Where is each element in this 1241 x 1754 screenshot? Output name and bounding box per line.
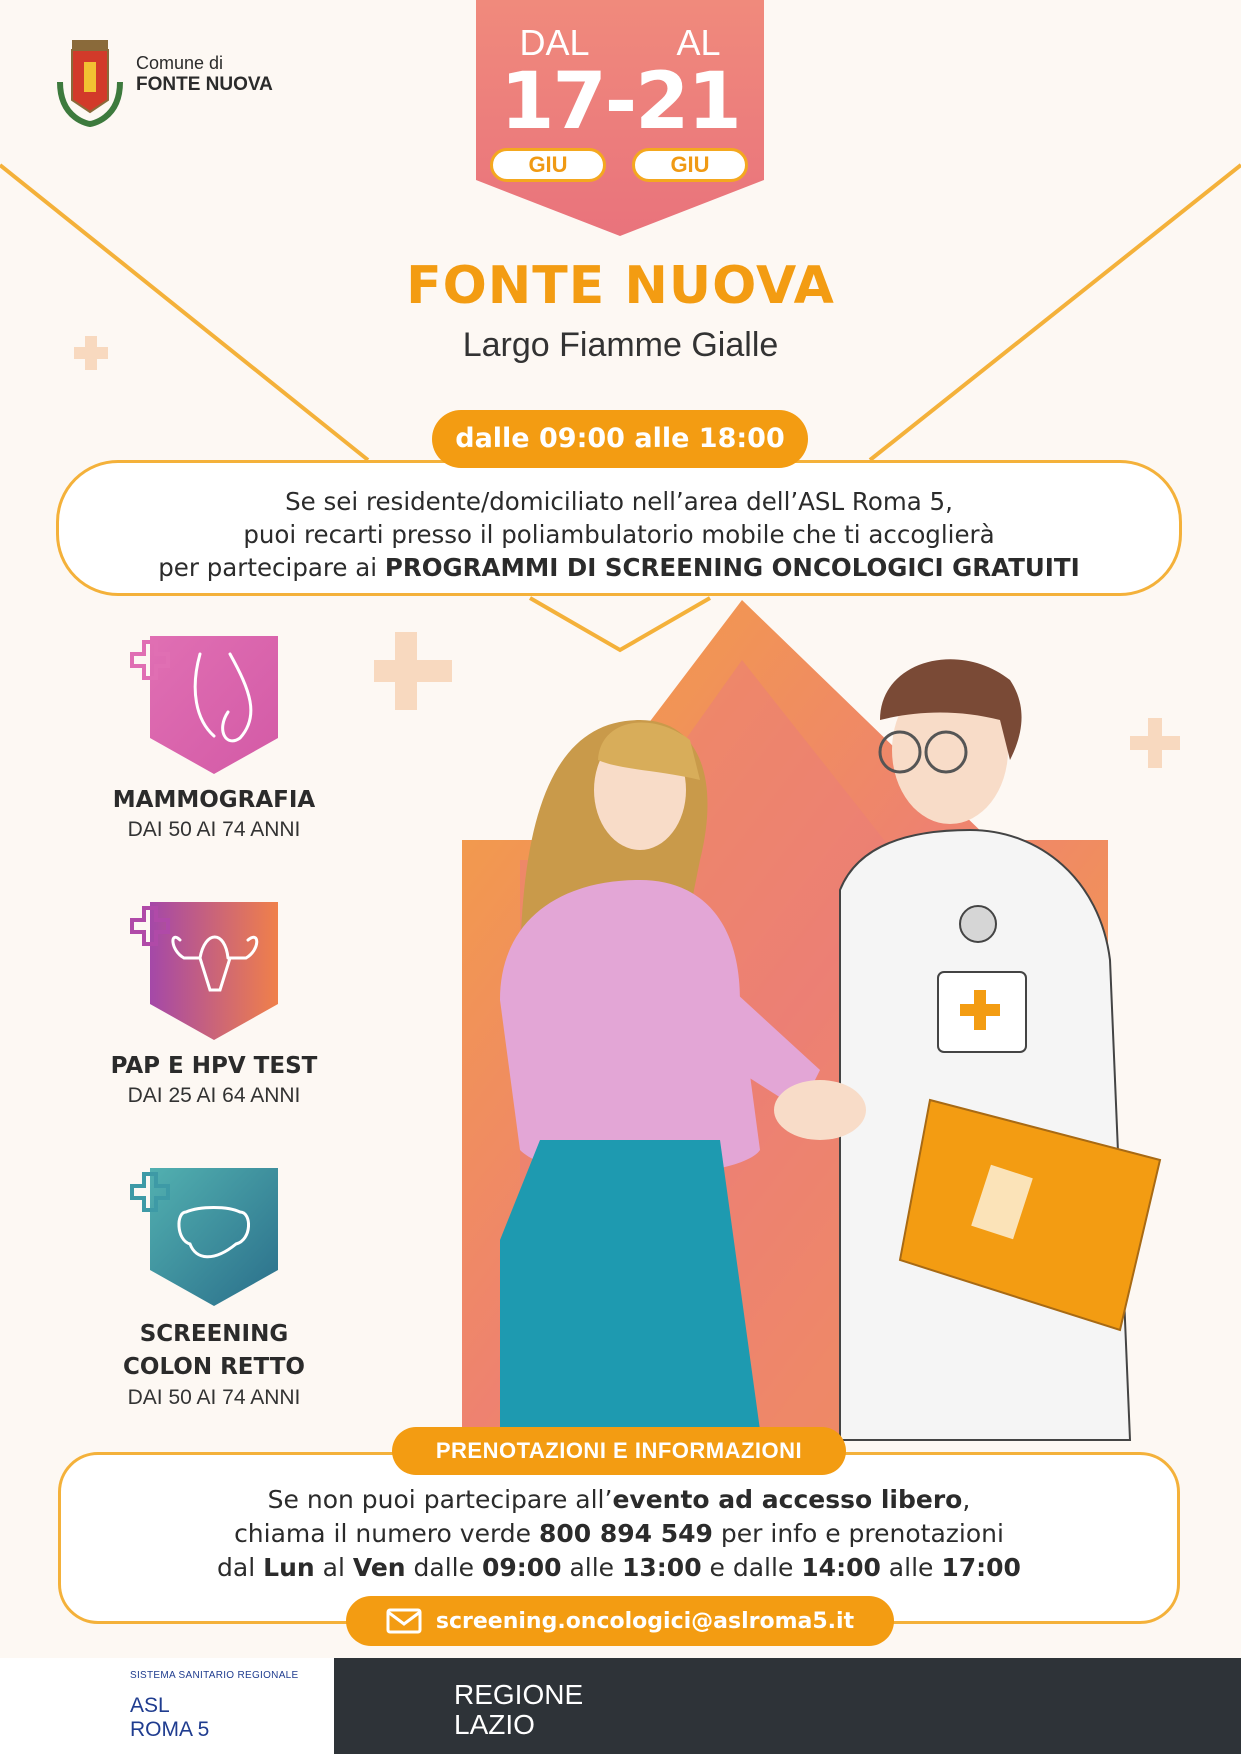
mail-icon [386, 1608, 422, 1634]
service-colon-title-2: COLON RETTO [123, 1354, 305, 1380]
comune-crest-icon [52, 28, 122, 120]
service-pap-title: PAP E HPV TEST [110, 1053, 318, 1079]
comune-label [136, 52, 273, 96]
date-from-month: GIU [490, 148, 606, 182]
booking-line1-suffix: , [962, 1485, 971, 1514]
booking-line2-suffix: per info e prenotazioni [712, 1519, 1004, 1548]
comune-line2: FONTE NUOVA [136, 74, 273, 95]
booking-line3-d: Ven [352, 1553, 406, 1582]
ssr-label: SISTEMA SANITARIO REGIONALE [130, 1670, 299, 1681]
booking-line3-k: alle [880, 1553, 942, 1582]
booking-line2 [61, 1517, 1177, 1551]
booking-line3-g: alle [561, 1553, 623, 1582]
date-to-month: GIU [632, 148, 748, 182]
booking-line3-h: 13:00 [622, 1553, 702, 1582]
booking-line2-prefix: chiama il numero verde [234, 1519, 539, 1548]
booking-line3-b: Lun [263, 1553, 315, 1582]
email-link[interactable]: screening.oncologici@aslroma5.it [435, 1608, 855, 1634]
regione-line2: LAZIO [454, 1709, 535, 1740]
booking-line3-a: dal [217, 1553, 264, 1582]
booking-line3-j: 14:00 [801, 1553, 881, 1582]
phone-number: 800 894 549 [538, 1519, 713, 1548]
town-title: FONTE NUOVA [406, 256, 835, 316]
service-colon-age: DAI 50 AI 74 ANNI [127, 1386, 301, 1409]
hours-pill: dalle 09:00 alle 18:00 [432, 410, 808, 468]
booking-line1-prefix: Se non puoi partecipare all’ [267, 1485, 613, 1514]
comune-header [52, 28, 273, 120]
intro-line1: Se sei residente/domiciliato nell’area dell’ASL Roma 5, [285, 487, 953, 516]
intro-line3-prefix: per partecipare ai [158, 553, 385, 582]
date-from-label: DAL [519, 22, 590, 63]
booking-line3-f: 09:00 [481, 1553, 562, 1582]
booking-line3 [61, 1551, 1177, 1585]
asl-label [130, 1694, 209, 1742]
booking-line1-bold: evento ad accesso libero [612, 1485, 963, 1514]
service-mammografia-age: DAI 50 AI 74 ANNI [127, 818, 301, 841]
email-pill[interactable] [346, 1596, 894, 1646]
service-mammografia-title: MAMMOGRAFIA [112, 787, 316, 813]
booking-line3-c: al [314, 1553, 353, 1582]
booking-title-pill: PRENOTAZIONI E INFORMAZIONI [392, 1427, 846, 1475]
intro-line3 [59, 551, 1179, 584]
booking-line1 [61, 1483, 1177, 1517]
service-colon-title-1: SCREENING [139, 1321, 289, 1347]
service-pap-age: DAI 25 AI 64 ANNI [127, 1084, 301, 1107]
place-subtitle: Largo Fiamme Gialle [462, 326, 779, 364]
intro-line3-bold: PROGRAMMI DI SCREENING ONCOLOGICI GRATUITI [384, 553, 1080, 582]
booking-line3-e: dalle [405, 1553, 482, 1582]
date-to-label: AL [676, 22, 721, 63]
asl-line2: ROMA 5 [130, 1718, 210, 1741]
date-range: 17-21 [500, 57, 740, 147]
intro-line2: puoi recarti presso il poliambulatorio mobile che ti accoglierà [243, 520, 995, 549]
regione-line1: REGIONE [454, 1679, 584, 1710]
asl-line1: ASL [130, 1694, 170, 1717]
regione-label [454, 1680, 583, 1740]
comune-line1: Comune di [136, 53, 224, 73]
booking-line3-i: e dalle [701, 1553, 802, 1582]
booking-line3-l: 17:00 [941, 1553, 1021, 1582]
intro-box [56, 460, 1182, 596]
